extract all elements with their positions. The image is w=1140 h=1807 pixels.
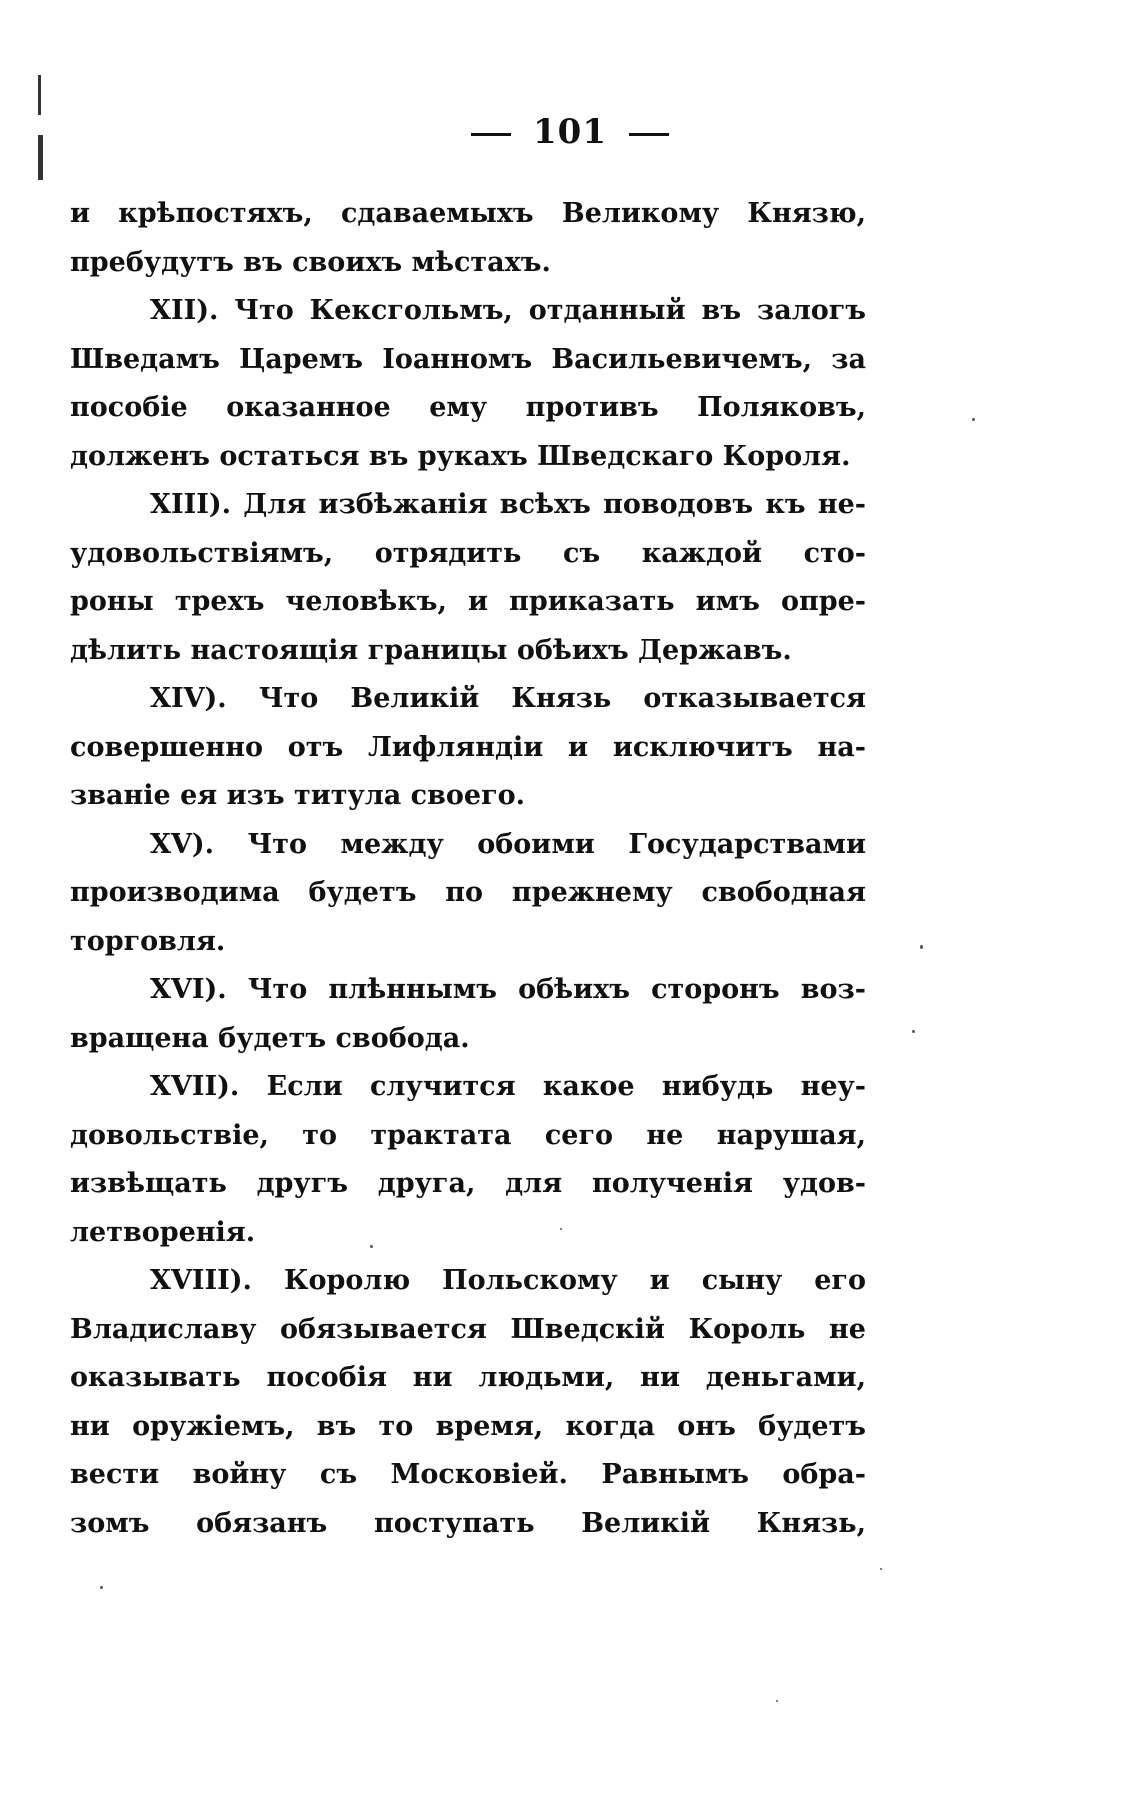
- text-line: совершенно отъ Лифляндіи и исключитъ на-: [70, 731, 866, 763]
- text-line: удовольствіямъ, отрядить съ каждой сто-: [70, 537, 866, 569]
- text-line: зомъ обязанъ поступать Великій Князь,: [70, 1507, 866, 1539]
- text-line: долженъ остаться въ рукахъ Шведскаго Короля.: [70, 440, 851, 472]
- text-line: вести войну съ Московіей. Равнымъ обра-: [70, 1459, 866, 1490]
- text-line: Владиславу обязывается Шведскій Король не: [70, 1313, 866, 1345]
- text-line: извѣщать другъ друга, для полученія удов-: [70, 1168, 866, 1199]
- scan-speck: [370, 1245, 373, 1248]
- text-line: званіе ея изъ титула своего.: [70, 780, 526, 811]
- scan-speck: [972, 418, 975, 421]
- page-header: [0, 112, 1140, 152]
- text-line: XIV). Что Великій Князь отказывается: [150, 683, 866, 714]
- scan-speck: [880, 1568, 882, 1570]
- scan-speck: [776, 1700, 778, 1702]
- text-line: пребудутъ въ своихъ мѣстахъ.: [70, 246, 551, 278]
- scan-speck: [100, 1586, 103, 1589]
- text-line: оказывать пособія ни людьми, ни деньгами,: [70, 1362, 866, 1393]
- text-line: летворенія.: [70, 1216, 256, 1248]
- text-line: вращена будетъ свобода.: [70, 1022, 470, 1054]
- scan-speck: [920, 945, 923, 949]
- text-line: ни оружіемъ, въ то время, когда онъ будетъ: [70, 1410, 866, 1442]
- text-line: XV). Что между обоими Государствами: [150, 828, 866, 860]
- scan-speck: [560, 1228, 562, 1230]
- page-number: 101: [533, 112, 607, 152]
- text-line: XVIII). Королю Польскому и сыну его: [150, 1265, 866, 1296]
- text-line: роны трехъ человѣкъ, и приказать имъ опре-: [70, 586, 866, 617]
- text-line: дѣлить настоящія границы обѣихъ Державъ.: [70, 634, 792, 666]
- left-edge-mark: [38, 75, 41, 115]
- text-line: XVII). Если случится какое нибудь неу-: [150, 1071, 866, 1102]
- body-text: [70, 190, 866, 1548]
- text-line: и крѣпостяхъ, сдаваемыхъ Великому Князю,: [70, 198, 866, 229]
- header-dash-left: [471, 133, 511, 136]
- text-line: торговля.: [70, 925, 226, 957]
- text-line: XII). Что Кексгольмъ, отданный въ залогъ: [150, 295, 866, 326]
- header-dash-right: [629, 133, 669, 136]
- text-line: XIII). Для избѣжанія всѣхъ поводовъ къ не-: [150, 489, 866, 520]
- text-line: XVI). Что плѣннымъ обѣихъ сторонъ воз-: [150, 974, 866, 1005]
- text-line: пособіе оказанное ему противъ Поляковъ,: [70, 392, 866, 423]
- scan-speck: [912, 1030, 915, 1033]
- text-line: производима будетъ по прежнему свободная: [70, 877, 866, 908]
- text-line: довольствіе, то трактата сего не нарушая,: [70, 1119, 866, 1151]
- text-line: Шведамъ Царемъ Іоанномъ Васильевичемъ, за: [70, 343, 866, 375]
